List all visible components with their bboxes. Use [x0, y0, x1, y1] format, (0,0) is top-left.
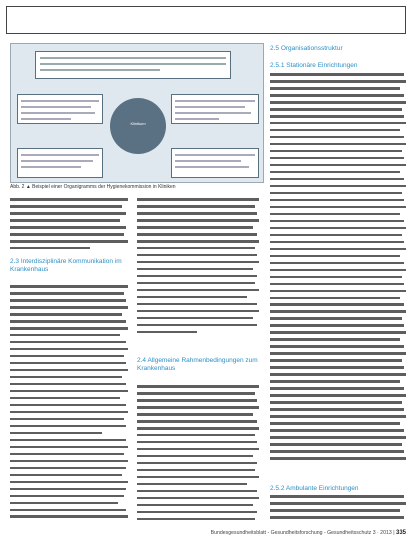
page-footer: Bundesgesundheitsblatt - Gesundheitsforschung - Gesundheitsschutz 3 · 2013 | 335	[210, 530, 406, 536]
figure-center-circle	[110, 98, 166, 154]
column-2-body	[137, 385, 259, 525]
column-3-body-1	[270, 73, 406, 464]
figure-right-box	[171, 94, 259, 124]
figure-bottom-left-box	[17, 148, 103, 178]
section-heading-2-5: 2.5 Organisationsstruktur	[270, 45, 343, 52]
figure-top-box	[35, 51, 231, 79]
organigram-figure	[10, 43, 264, 183]
section-heading-2-4: 2.4 Allgemeine Rahmenbedingungen zum Krankenhaus	[137, 357, 258, 372]
column-2	[137, 198, 259, 338]
figure-center-label: Klinikum	[130, 121, 146, 126]
column-3-body-2	[270, 495, 406, 523]
section-heading-2-3: 2.3 Interdisziplinäre Kommunikation im Krankenhaus	[10, 258, 122, 273]
figure-bottom-right-box	[171, 148, 259, 178]
journal-name: Bundesgesundheitsblatt - Gesundheitsforschung - Gesundheitsschutz 3 · 2013	[210, 530, 392, 536]
page-header-box	[6, 6, 406, 34]
page-number: 335	[395, 530, 406, 536]
figure-left-box	[17, 94, 103, 124]
section-heading-2-5-2: 2.5.2 Ambulante Einrichtungen	[270, 485, 359, 492]
section-heading-2-5-1: 2.5.1 Stationäre Einrichtungen	[270, 62, 358, 69]
column-1	[10, 198, 128, 254]
figure-caption: Abb. 2 ▲ Beispiel einer Organigramms der Hygienekommission in Kliniken	[10, 184, 176, 190]
column-1-body	[10, 285, 128, 522]
